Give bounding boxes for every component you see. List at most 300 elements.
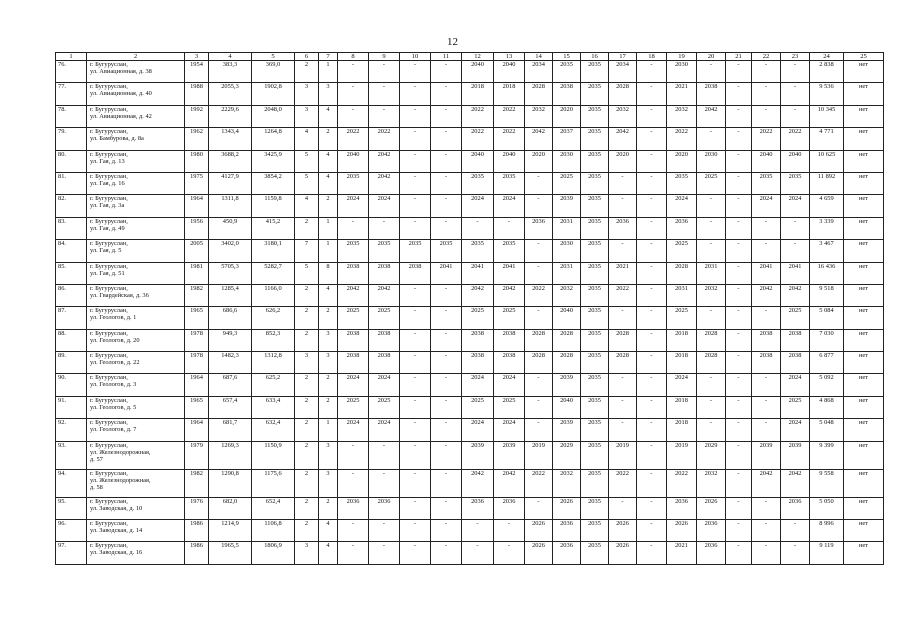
table-cell: 2036 [609,217,637,239]
table-cell: - [637,329,667,351]
address-cell: г. Бугуруслан, ул. Бамбурова, д. 8а [87,128,185,150]
table-cell: 2 [295,497,319,519]
table-cell: 1311,8 [209,195,252,217]
table-cell: - [369,469,400,497]
table-cell: 2040 [462,150,494,172]
address-cell: г. Бугуруслан, ул. Геологов, д. 22 [87,352,185,374]
table-cell: 949,3 [209,329,252,351]
table-cell: 2039 [553,374,581,396]
table-cell: 2028 [553,329,581,351]
table-cell: 1956 [185,217,209,239]
table-cell: 2022 [667,469,697,497]
table-cell: - [369,105,400,127]
table-row [56,240,884,262]
table-cell: 2038 [338,352,369,374]
table-cell: 5282,7 [252,262,295,284]
table-cell: 2035 [581,520,609,542]
table-cell: 2037 [553,128,581,150]
table-cell: 2028 [525,352,553,374]
table-cell: - [338,441,369,469]
table-cell: 2038 [369,352,400,374]
table-row [56,374,884,396]
row-number-cell: 76. [56,61,87,83]
table-cell: - [431,497,462,519]
table-cell: 5705,3 [209,262,252,284]
table-cell: - [431,352,462,374]
table-cell: 1965 [185,396,209,418]
table-cell: 1965,5 [209,542,252,564]
table-cell: 1 [319,240,338,262]
table-cell: 2036 [697,542,726,564]
row-number-cell: 90. [56,374,87,396]
table-cell: 9 399 [810,441,844,469]
table-cell: 2042 [494,469,525,497]
table-cell: - [431,61,462,83]
table-cell: 2038 [462,352,494,374]
table-cell: 2024 [667,195,697,217]
table-cell: - [400,441,431,469]
table-cell: 2024 [369,195,400,217]
table-cell: - [431,128,462,150]
column-header: 16 [581,53,609,61]
table-cell: 633,4 [252,396,295,418]
table-cell: 2032 [609,105,637,127]
table-cell: 2035 [462,172,494,194]
table-cell: - [726,497,752,519]
table-cell: 2029 [697,441,726,469]
table-cell: 2 [295,469,319,497]
table-cell: 1976 [185,497,209,519]
table-cell: - [637,352,667,374]
table-cell: 2034 [609,61,637,83]
column-header: 2 [87,53,185,61]
address-cell: г. Бугуруслан, ул. Геологов, д. 7 [87,419,185,441]
table-cell: 8 996 [810,520,844,542]
table-cell: - [431,105,462,127]
table-cell: 2035 [581,150,609,172]
table-cell: 2038 [494,352,525,374]
column-header: 18 [637,53,667,61]
table-cell: 2038 [752,329,781,351]
table-cell: - [637,520,667,542]
table-cell: 2035 [581,307,609,329]
table-cell: нет [844,61,884,83]
table-cell: - [609,195,637,217]
table-cell: 2036 [369,497,400,519]
table-cell: 5 092 [810,374,844,396]
table-cell: - [697,240,726,262]
table-cell: 1975 [185,172,209,194]
table-cell: 2036 [553,542,581,564]
table-cell: 2024 [462,419,494,441]
column-header: 22 [752,53,781,61]
row-number-cell: 80. [56,150,87,172]
table-cell: - [369,520,400,542]
table-row [56,497,884,519]
table-cell: - [637,217,667,239]
table-cell: 2 [295,307,319,329]
table-cell: 681,7 [209,419,252,441]
table-cell: 2035 [462,240,494,262]
table-cell: 2035 [581,374,609,396]
table-cell: 2042 [369,284,400,306]
table-row [56,307,884,329]
table-cell: 2032 [697,469,726,497]
table-cell: 4 868 [810,396,844,418]
table-cell: 2055,3 [209,83,252,105]
table-cell: 2026 [553,497,581,519]
table-cell: 2030 [667,61,697,83]
table-cell: 369,0 [252,61,295,83]
table-cell: 10 345 [810,105,844,127]
table-cell: 2 [295,520,319,542]
table-cell: - [400,542,431,564]
table-cell: - [752,497,781,519]
table-cell: - [637,105,667,127]
table-cell: 1964 [185,419,209,441]
table-cell: 2024 [462,374,494,396]
table-cell: 2035 [581,542,609,564]
table-cell: 2026 [609,542,637,564]
table-cell: 1343,4 [209,128,252,150]
page-number: 12 [447,36,458,48]
table-cell: 2042 [369,172,400,194]
table-cell: 1978 [185,352,209,374]
table-cell: - [637,284,667,306]
table-cell: 2038 [338,262,369,284]
table-cell: 1988 [185,83,209,105]
table-cell: - [609,240,637,262]
table-cell: 4 [319,172,338,194]
table-cell: 2019 [609,441,637,469]
column-header: 5 [252,53,295,61]
column-header: 21 [726,53,752,61]
table-cell: 2 [319,396,338,418]
table-cell: нет [844,105,884,127]
table-cell: - [525,396,553,418]
table-cell: 2028 [697,352,726,374]
address-cell: г. Бугуруслан, ул. Геологов, д. 3 [87,374,185,396]
table-cell: 2025 [462,396,494,418]
table-cell: - [726,150,752,172]
table-cell: 2034 [525,61,553,83]
table-cell: - [781,542,810,564]
table-cell: 2028 [609,352,637,374]
table-cell: нет [844,262,884,284]
table-cell: 2019 [667,441,697,469]
table-cell: 2229,6 [209,105,252,127]
table-cell: 2 [295,61,319,83]
table-cell: 657,4 [209,396,252,418]
table-cell: - [637,195,667,217]
row-number-cell: 89. [56,352,87,374]
table-cell: 9 536 [810,83,844,105]
table-cell: нет [844,329,884,351]
table-cell: - [609,172,637,194]
table-cell: нет [844,83,884,105]
housing-register-table [55,52,884,565]
table-cell: 2021 [667,542,697,564]
table-row [56,61,884,83]
table-cell: 2 [319,307,338,329]
table-cell: 1106,8 [252,520,295,542]
table-cell: 2038 [462,329,494,351]
table-cell: 2042 [609,128,637,150]
table-cell: 626,2 [252,307,295,329]
table-cell: 2028 [553,352,581,374]
table-cell: 5 [295,150,319,172]
table-cell: 1986 [185,542,209,564]
table-cell: 2025 [494,396,525,418]
table-cell: 1150,9 [252,441,295,469]
column-header: 7 [319,53,338,61]
column-header: 1 [56,53,87,61]
table-body [56,61,884,565]
table-cell: - [726,419,752,441]
table-cell: - [494,542,525,564]
table-cell: - [781,240,810,262]
address-cell: г. Бугуруслан, ул. Заводская, д. 14 [87,520,185,542]
table-cell: 2030 [553,240,581,262]
table-cell: 3688,2 [209,150,252,172]
table-cell: 2036 [338,497,369,519]
table-cell: 2028 [667,262,697,284]
table-row [56,284,884,306]
table-row [56,128,884,150]
table-cell: 2029 [553,441,581,469]
table-cell: 2032 [553,469,581,497]
table-cell: 625,2 [252,374,295,396]
table-cell: - [609,307,637,329]
column-header: 24 [810,53,844,61]
table-row [56,195,884,217]
table-cell: 2036 [462,497,494,519]
table-cell: 2035 [581,172,609,194]
table-row [56,469,884,497]
table-cell: - [752,217,781,239]
table-cell: 2 838 [810,61,844,83]
table-cell: 1806,9 [252,542,295,564]
table-cell: 2042 [697,105,726,127]
table-cell: 2020 [609,150,637,172]
table-cell: 3 [319,469,338,497]
row-number-cell: 82. [56,195,87,217]
table-cell: 2025 [553,172,581,194]
table-cell: нет [844,469,884,497]
table-cell: - [637,128,667,150]
table-cell: 2040 [781,150,810,172]
table-cell: 2040 [553,307,581,329]
table-cell: 2035 [781,172,810,194]
table-cell: - [781,217,810,239]
table-cell: 2035 [581,329,609,351]
table-cell: 2036 [667,217,697,239]
table-cell: 2042 [494,284,525,306]
table-cell: 2035 [752,172,781,194]
table-cell: - [609,396,637,418]
table-cell: 2005 [185,240,209,262]
table-cell: - [609,497,637,519]
table-cell: 2022 [525,284,553,306]
table-cell: - [525,172,553,194]
address-cell: г. Бугуруслан, ул. Гая, д. 3а [87,195,185,217]
table-cell: - [609,419,637,441]
table-cell: 2024 [781,374,810,396]
address-cell: г. Бугуруслан, ул. Авиационная, д. 42 [87,105,185,127]
table-cell: нет [844,352,884,374]
table-cell: - [726,195,752,217]
table-cell: - [637,419,667,441]
table-cell: 1312,8 [252,352,295,374]
table-cell: 11 892 [810,172,844,194]
table-cell: 2025 [369,307,400,329]
table-cell: 1175,6 [252,469,295,497]
table-cell: 4 [295,128,319,150]
table-cell: - [726,61,752,83]
table-cell: 2042 [781,469,810,497]
table-cell: 2022 [494,128,525,150]
table-cell: нет [844,497,884,519]
table-cell: 1482,3 [209,352,252,374]
table-cell: 10 625 [810,150,844,172]
table-cell: - [726,520,752,542]
table-cell: 1290,8 [209,469,252,497]
table-cell: 2035 [581,396,609,418]
table-cell: 1978 [185,329,209,351]
table-cell: 2018 [494,83,525,105]
table-cell: 2035 [431,240,462,262]
table-cell: 2036 [781,497,810,519]
table-cell: 2028 [609,83,637,105]
row-number-cell: 83. [56,217,87,239]
table-cell: 2042 [781,284,810,306]
table-cell: 2042 [752,284,781,306]
row-number-cell: 86. [56,284,87,306]
column-header: 15 [553,53,581,61]
table-cell: 3 [319,329,338,351]
table-cell: 2026 [667,520,697,542]
table-cell: - [525,262,553,284]
table-cell: 2041 [431,262,462,284]
table-row [56,352,884,374]
table-cell: 2022 [667,128,697,150]
table-cell: 4127,9 [209,172,252,194]
table-cell: 2018 [667,329,697,351]
table-cell: - [726,217,752,239]
table-cell: - [431,307,462,329]
table-cell: - [525,419,553,441]
table-cell: 1 [319,61,338,83]
table-cell: 1159,8 [252,195,295,217]
table-cell: 3180,1 [252,240,295,262]
table-cell: 2038 [752,352,781,374]
table-cell: 1264,8 [252,128,295,150]
table-row [56,329,884,351]
table-cell: 2020 [553,105,581,127]
table-cell: 2025 [338,307,369,329]
table-cell: 2022 [462,105,494,127]
address-cell: г. Бугуруслан, ул. Заводская, д. 10 [87,497,185,519]
table-cell: 3402,0 [209,240,252,262]
table-cell: 852,3 [252,329,295,351]
table-cell: 2 [319,128,338,150]
table-cell: - [338,542,369,564]
table-cell: - [781,83,810,105]
table-cell: 2035 [581,284,609,306]
table-cell: 450,9 [209,217,252,239]
table-cell: 2048,0 [252,105,295,127]
table-cell: - [726,105,752,127]
table-cell: - [752,542,781,564]
table-cell: 2038 [697,83,726,105]
table-cell: - [637,374,667,396]
table-cell: 8 [319,262,338,284]
table-cell: 2040 [338,150,369,172]
table-row [56,83,884,105]
table-cell: 2035 [581,195,609,217]
table-cell: - [400,419,431,441]
table-cell: 3 [319,352,338,374]
table-cell: - [726,172,752,194]
table-cell: 2022 [462,128,494,150]
table-cell: - [431,284,462,306]
column-header: 12 [462,53,494,61]
address-cell: г. Бугуруслан, ул. Геологов, д. 5 [87,396,185,418]
table-cell: - [726,352,752,374]
table-cell: нет [844,307,884,329]
table-cell: 2022 [781,128,810,150]
table-cell: 632,4 [252,419,295,441]
table-cell: - [431,441,462,469]
row-number-cell: 96. [56,520,87,542]
table-cell: 4 659 [810,195,844,217]
table-cell: 2024 [369,419,400,441]
table-cell: - [431,217,462,239]
table-cell: - [431,329,462,351]
table-cell: 2 [319,195,338,217]
column-header: 23 [781,53,810,61]
table-row [56,441,884,469]
table-cell: 2028 [697,329,726,351]
table-cell: - [400,307,431,329]
table-cell: 1986 [185,520,209,542]
table-row [56,262,884,284]
table-cell: 2035 [338,240,369,262]
table-cell: 2035 [581,262,609,284]
row-number-cell: 78. [56,105,87,127]
table-cell: - [752,419,781,441]
table-cell: 1285,4 [209,284,252,306]
table-cell: - [637,240,667,262]
table-cell: - [400,217,431,239]
table-cell: 2032 [525,105,553,127]
table-cell: 1954 [185,61,209,83]
table-cell: - [726,307,752,329]
table-cell: 2022 [494,105,525,127]
table-cell: 383,3 [209,61,252,83]
table-cell: 1981 [185,262,209,284]
table-cell: - [400,396,431,418]
table-cell: 3 [295,83,319,105]
table-cell: 2031 [553,262,581,284]
table-cell: 2040 [494,150,525,172]
table-cell: 2041 [494,262,525,284]
table-cell: 2042 [752,469,781,497]
table-cell: - [752,307,781,329]
table-cell: - [637,150,667,172]
table-cell: 2025 [369,396,400,418]
column-header: 3 [185,53,209,61]
